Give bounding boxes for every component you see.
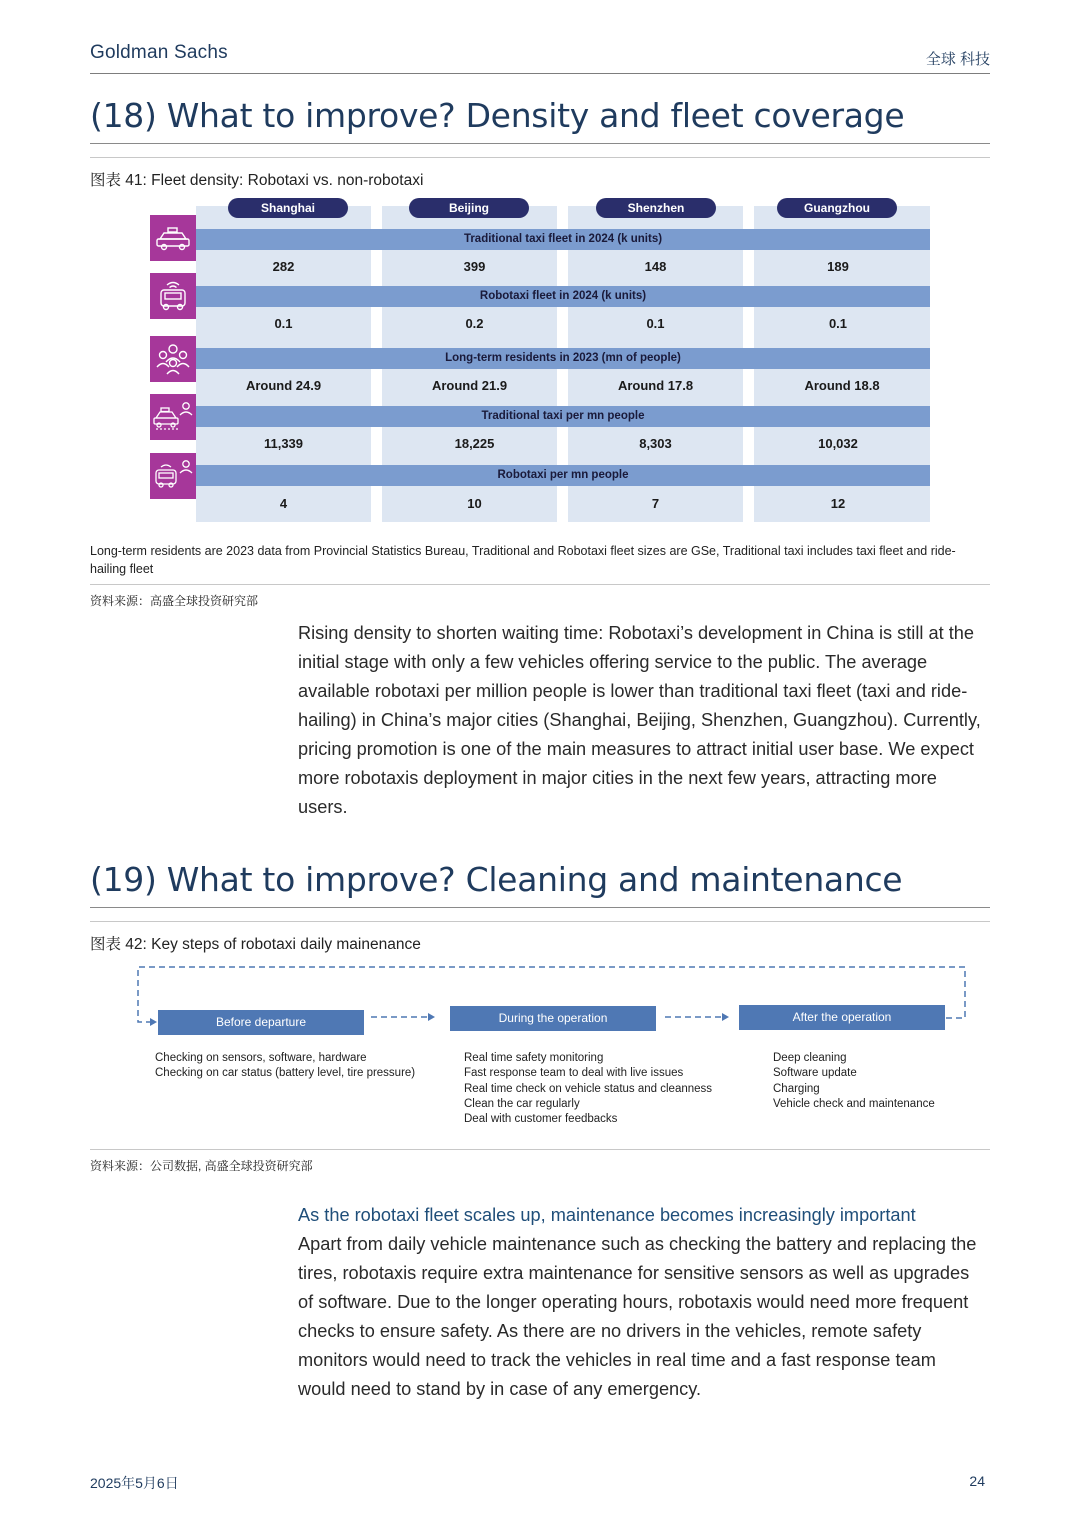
city-shanghai: Shanghai (228, 198, 348, 218)
list-item: Real time safety monitoring (464, 1052, 604, 1064)
value-cell: 0.1 (274, 316, 293, 331)
value-cell: 148 (644, 259, 667, 274)
value-cell: 0.1 (828, 316, 848, 331)
value-cell: 8,303 (639, 436, 672, 451)
figure-41-title: 图表 41: Fleet density: Robotaxi vs. non-robotaxi (90, 172, 424, 189)
list-item: Software update (773, 1067, 857, 1080)
step-during-operation: During the operation (450, 1006, 656, 1031)
section-19-text (298, 1201, 988, 1404)
row-label-traditional-taxi-fleet: Traditional taxi fleet in 2024 (k units) (196, 229, 930, 250)
brand-name: Goldman Sachs (90, 42, 228, 63)
value-cell: 11,339 (263, 436, 304, 451)
value-cell: 399 (463, 259, 486, 274)
list-item: Fast response team to deal with live issues (464, 1067, 684, 1080)
step-during-operation-list (464, 1051, 754, 1127)
section-19-title: (19) What to improve? Cleaning and maintenance (90, 860, 903, 899)
value-cell: 10 (467, 496, 482, 511)
section-19-rule-thin (90, 921, 990, 922)
fleet-density-table (0, 0, 1080, 540)
maintenance-flow-diagram (0, 955, 1080, 1135)
row-label-robotaxi-fleet: Robotaxi fleet in 2024 (k units) (196, 286, 930, 307)
figure-42-title: 图表 42: Key steps of robotaxi daily mainenance (90, 936, 421, 953)
taxi-person-icon (150, 394, 196, 440)
list-item: Real time check on vehicle status and cleanness (464, 1082, 713, 1095)
section-19-subheading: As the robotaxi fleet scales up, maintenance becomes increasingly important (298, 1205, 916, 1225)
value-cell: 0.2 (465, 316, 484, 331)
step-before-departure-list (155, 1051, 445, 1082)
value-cell: 282 (272, 259, 295, 274)
figure-42-source: 资料来源：公司数据, 高盛全球投资研究部 (90, 1159, 313, 1173)
value-cell: 12 (830, 496, 846, 511)
list-item: Deal with customer feedbacks (464, 1113, 618, 1126)
value-cell: Around 17.8 (617, 378, 694, 393)
value-cell: 189 (827, 259, 849, 274)
figure-41-rule (90, 584, 990, 585)
figure-41-note: Long-term residents are 2023 data from Provincial Statistics Bureau, Traditional and Robotaxi fleet sizes are GSe, Traditional taxi includes taxi fleet and ride-hailing fleet (90, 544, 956, 576)
value-cell: 0.1 (646, 316, 665, 331)
list-item: Vehicle check and maintenance (773, 1097, 935, 1110)
row-label-taxi-per-mn-people: Traditional taxi per mn people (196, 406, 930, 427)
robotaxi-person-icon (150, 453, 196, 499)
robotaxi-icon (150, 273, 196, 319)
section-19-body: Apart from daily vehicle maintenance such as checking the battery and replacing the tires, robotaxis require extra maintenance for sensitive sensors as well as upgrades of software. Due to the longer operating hours, robotaxis would need more frequent checks to ensure safety. As there are no drivers in the vehicles, remote safety monitors would need to track the vehicles in real time and a fast response team would need to stand by in case of any emergency. (298, 1234, 977, 1399)
section-18-body: Rising density to shorten waiting time: Robotaxi’s development in China is still at the initial stage with only a few vehicles offering service to the public. The average available robotaxi per million people is lower than traditional taxi fleet (taxi and ride-hailing) in China’s major cities (Shanghai, Beijing, Shenzhen, Guangzhou). Currently, pricing promotion is one of the main measures to attract initial user base. We expect more robotaxis deployment in major cities in the next few years, attracting more users. (298, 623, 981, 817)
list-item: Deep cleaning (773, 1052, 847, 1064)
row-label-long-term-residents: Long-term residents in 2023 (mn of people) (196, 348, 930, 369)
value-cell: Around 18.8 (804, 378, 880, 393)
list-item: Checking on sensors, software, hardware (155, 1052, 367, 1064)
step-after-operation-list (773, 1051, 983, 1112)
section-18-title: (18) What to improve? Density and fleet coverage (90, 96, 905, 135)
list-item: Charging (773, 1082, 820, 1095)
list-item: Checking on car status (battery level, tire pressure) (155, 1067, 416, 1080)
people-icon (150, 336, 196, 382)
value-cell: 10,032 (818, 436, 858, 451)
section-19-rule (90, 907, 990, 908)
city-shenzhen: Shenzhen (596, 198, 716, 218)
page-number: 24 (969, 1473, 985, 1489)
taxi-icon (150, 215, 196, 261)
step-before-departure: Before departure (158, 1010, 364, 1035)
section-label: 全球 科技 (925, 51, 990, 68)
value-cell: 7 (651, 496, 660, 511)
figure-42-rule (90, 1149, 990, 1150)
footer-date: 2025年5月6日 (90, 1475, 179, 1491)
city-guangzhou: Guangzhou (777, 198, 897, 218)
value-cell: Around 21.9 (431, 378, 508, 393)
figure-41-source: 资料来源：高盛全球投资研究部 (90, 594, 259, 608)
value-cell: 4 (279, 496, 288, 511)
row-label-robotaxi-per-mn-people: Robotaxi per mn people (196, 465, 930, 486)
value-cell: Around 24.9 (245, 378, 322, 393)
value-cell: 18,225 (454, 436, 495, 451)
step-after-operation: After the operation (739, 1005, 945, 1030)
list-item: Clean the car regularly (464, 1097, 580, 1110)
city-beijing: Beijing (409, 198, 529, 218)
